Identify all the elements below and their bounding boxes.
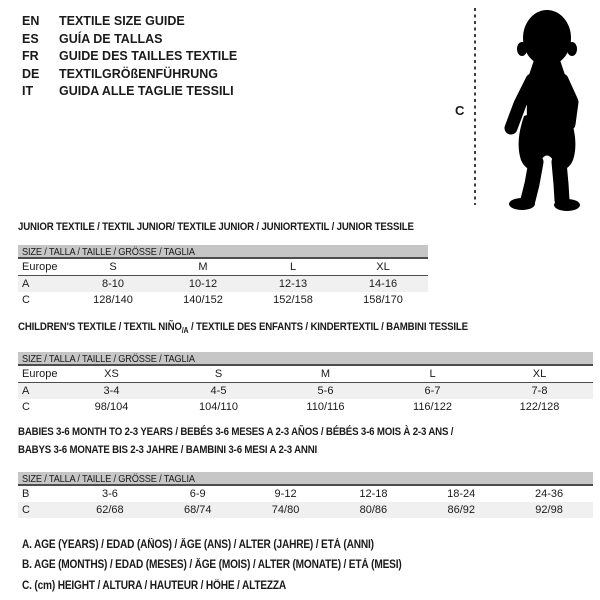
value-cell: 6-9	[189, 488, 206, 500]
children-table-section	[18, 317, 593, 415]
value-cell: 3-6	[101, 488, 118, 500]
value-cell: 10-12	[158, 276, 248, 293]
value-cell: 104/110	[199, 401, 238, 414]
value-cell: 7-8	[486, 383, 593, 400]
size-cell: M	[158, 259, 248, 276]
value-cell: 122/128	[519, 401, 560, 414]
size-cell: XL	[486, 366, 593, 383]
size-cell: L	[379, 366, 486, 383]
lang-title: TEXTILGRÖßENFÜHRUNG	[59, 66, 219, 81]
lang-code: IT	[22, 84, 34, 99]
table-row-europe	[18, 259, 428, 276]
table-row-height	[18, 292, 428, 308]
value-cell: 5-6	[272, 383, 379, 400]
value-cell: 14-16	[338, 276, 428, 293]
lang-code: ES	[22, 31, 39, 46]
lang-title: GUIDA ALLE TAGLIE TESSILI	[59, 84, 234, 99]
lang-title: GUIDE DES TAILLES TEXTILE	[59, 49, 238, 64]
value-cell: 62/68	[66, 502, 154, 518]
lang-code: DE	[22, 66, 40, 81]
baby-silhouette-icon	[450, 4, 600, 214]
footnote-a: A. AGE (YEARS) / EDAD (AÑOS) / ÂGE (ANS) / ALTER (JAHRE) / ETÀ (ANNI)	[22, 539, 374, 551]
row-label: Europe	[18, 366, 58, 383]
babies-table-title-line1: BABIES 3-6 MONTH TO 2-3 YEARS / BEBÉS 3-6 MESES A 2-3 AÑOS / BÉBÉS 3-6 MOIS À 2-3 ANS /	[18, 426, 454, 438]
size-header-label: SIZE / TALLA / TAILLE / GRÖSSE / TAGLIA	[22, 473, 195, 485]
row-label: C	[22, 294, 30, 306]
children-size-table	[18, 366, 593, 415]
footnote-c: C. (cm) HEIGHT / ALTURA / HAUTEUR / HÖHE / ALTEZZA	[22, 579, 287, 592]
value-cell: 158/170	[363, 294, 403, 306]
row-label: Europe	[18, 259, 68, 276]
size-header-label: SIZE / TALLA / TAILLE / GRÖSSE / TAGLIA	[22, 246, 195, 258]
table-row-height	[18, 399, 593, 415]
table-row-age	[18, 383, 593, 400]
size-header-label: SIZE / TALLA / TAILLE / GRÖSSE / TAGLIA	[22, 353, 195, 366]
value-cell: 3-4	[58, 383, 165, 400]
value-cell: 140/152	[183, 294, 223, 306]
value-cell: 18-24	[447, 488, 476, 500]
value-cell: 9-12	[274, 488, 297, 500]
size-header-bar	[18, 352, 593, 366]
value-cell: 80/86	[329, 502, 417, 518]
lang-title: GUÍA DE TALLAS	[59, 31, 163, 46]
value-cell: 116/122	[413, 401, 452, 414]
value-cell: 68/74	[154, 502, 242, 518]
lang-code: EN	[22, 14, 40, 28]
title-part: / TEXTILE DES ENFANTS / KINDERTEXTIL / BAMBINI TESSILE	[188, 321, 468, 333]
junior-table-title: JUNIOR TEXTILE / TEXTIL JUNIOR/ TEXTILE JUNIOR / JUNIORTEXTIL / JUNIOR TESSILE	[18, 221, 414, 233]
footnote-b: B. AGE (MONTHS) / EDAD (MESES) / ÂGE (MOIS) / ALTER (MONATE) / ETÀ (MESI)	[22, 559, 402, 572]
value-cell: 4-5	[165, 383, 272, 400]
size-header-bar	[18, 472, 593, 486]
size-cell: XL	[338, 259, 428, 276]
value-cell: 24-36	[535, 488, 564, 500]
lang-row-fr	[22, 48, 237, 66]
title-subscript: /A	[181, 326, 189, 336]
size-cell: S	[165, 366, 272, 383]
table-row-months	[18, 486, 593, 502]
title-part: CHILDREN'S TEXTILE / TEXTIL NIÑO	[18, 321, 182, 333]
value-cell: 12-13	[248, 276, 338, 293]
babies-size-table	[18, 486, 593, 518]
lang-row-de	[22, 66, 237, 84]
value-cell: 110/116	[306, 401, 345, 414]
value-cell: 6-7	[379, 383, 486, 400]
lang-row-en	[22, 13, 237, 31]
size-cell: XS	[58, 366, 165, 383]
size-cell: S	[68, 259, 158, 276]
value-cell: 74/80	[242, 502, 330, 518]
table-row-height	[18, 502, 593, 518]
size-cell: L	[248, 259, 338, 276]
row-label: B	[22, 488, 30, 500]
footnote-legend	[22, 535, 600, 596]
lang-title: TEXTILE SIZE GUIDE	[59, 14, 185, 28]
lang-row-it	[22, 83, 237, 101]
size-cell: M	[272, 366, 379, 383]
lang-code: FR	[22, 49, 39, 64]
row-label: A	[18, 276, 68, 293]
row-label: C	[18, 502, 66, 518]
babies-table-title-line2: BABYS 3-6 MONATE BIS 2-3 JAHRE / BAMBINI 3-6 MESI A 2-3 ANNI	[18, 444, 318, 456]
table-row-europe	[18, 366, 593, 383]
row-label: A	[18, 383, 58, 400]
height-measure-label: C	[455, 103, 465, 118]
table-row-age	[18, 276, 428, 293]
value-cell: 86/92	[417, 502, 505, 518]
value-cell: 8-10	[68, 276, 158, 293]
children-table-title	[18, 321, 468, 337]
baby-silhouette	[509, 10, 580, 211]
babies-table-section	[18, 422, 593, 518]
value-cell: 128/140	[93, 294, 133, 306]
value-cell: 98/104	[94, 401, 129, 414]
row-label: C	[22, 401, 30, 414]
language-title-list	[22, 13, 237, 101]
junior-size-table	[18, 259, 428, 308]
size-header-bar	[18, 245, 428, 259]
lang-row-es	[22, 31, 237, 49]
value-cell: 92/98	[505, 502, 593, 518]
value-cell: 12-18	[359, 488, 388, 500]
junior-table-section	[18, 217, 428, 308]
value-cell: 152/158	[273, 294, 313, 306]
